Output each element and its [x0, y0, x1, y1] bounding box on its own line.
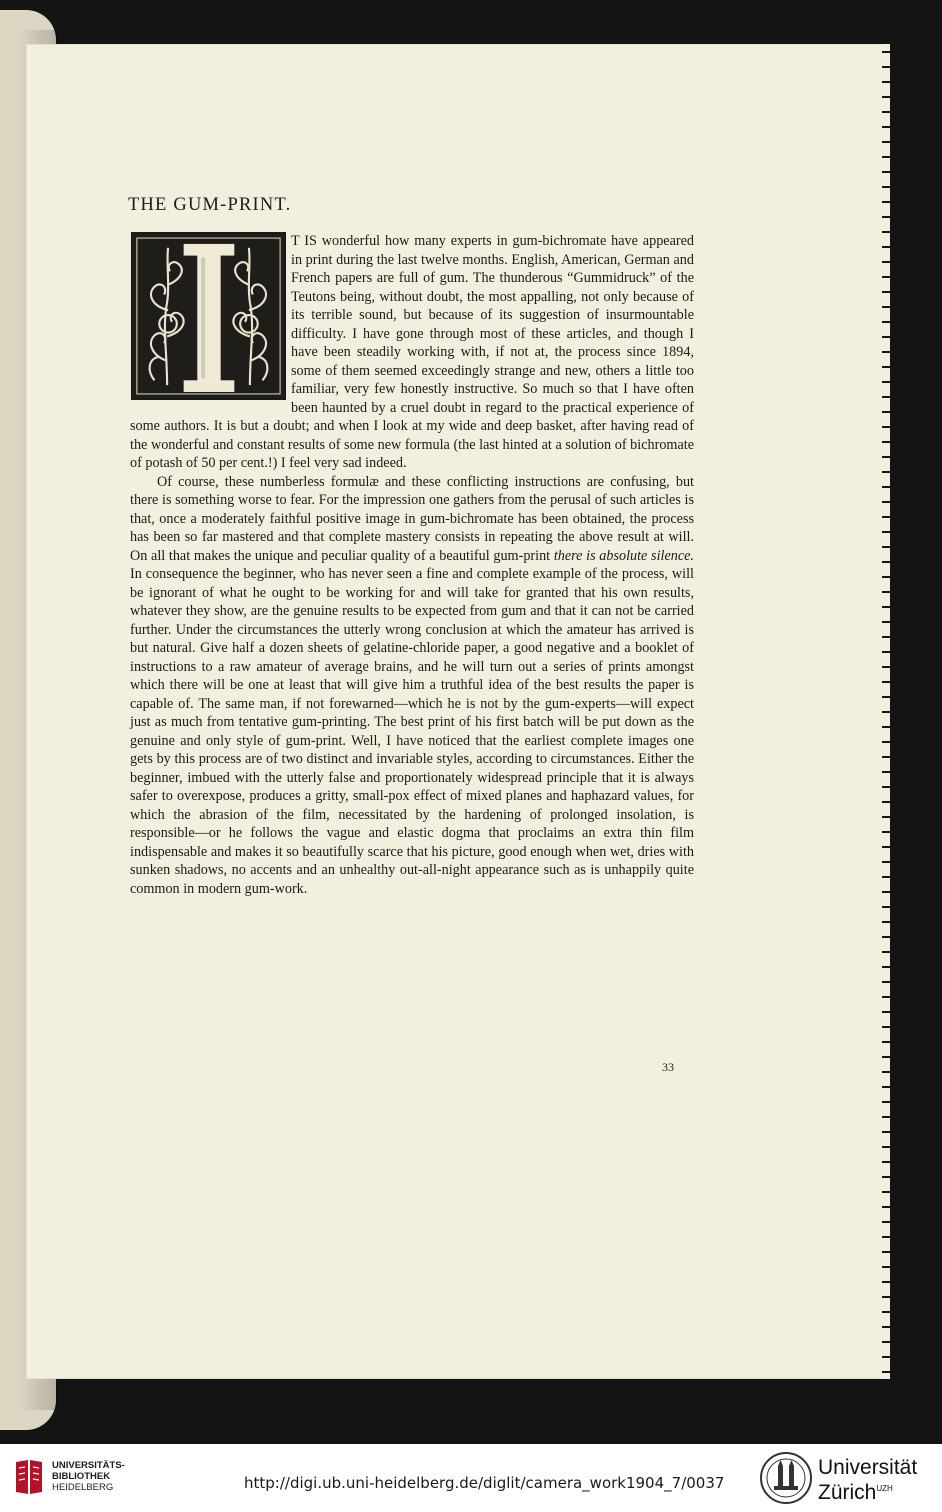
uzh-superscript: UZH — [876, 1484, 893, 1493]
paragraph-2-part-1: Of course, these numberless formulæ and these conflicting instructions are confusing, but there is something worse to fear. For the impression one gathers from the perusal of such articles is that, once a moderately faithful positive image in gum-bichromate has been obtained, the process has been so far mastered and that complete mastery consists in repeating the above result at will. On all that makes the unique and peculiar quality of a beautiful gum-print — [130, 473, 694, 564]
uzh-name-line-1: Universität — [818, 1456, 918, 1479]
library-line-2: BIBLIOTHEK — [52, 1471, 111, 1482]
uzh-name-line-2 — [818, 1478, 917, 1503]
emphasis-absolute-silence: there is absolute silence. — [553, 547, 694, 564]
viewer-footer — [0, 1444, 942, 1512]
source-url-link[interactable]: http://digi.ub.uni-heidelberg.de/diglit/camera_work1904_7/0037 — [244, 1474, 725, 1492]
uzh-seal-icon — [758, 1450, 814, 1506]
paragraph-2-part-2: In consequence the beginner, who has never seen a fine and complete example of the process, will be ignorant of what he ought to be working for and will take for granted that his own results, whatever they show, are the genuine results to be expected from gum and that it can not be carried further. Under the circumstances the utterly wrong conclusion at which the amateur has arrived is but natural. Give half a dozen sheets of gelatine-chloride paper, a good negative and a booklet of instructions to a raw amateur of average brains, and he will turn out a series of prints amongst which there will be one at least that will give him a truthful idea of the best results the paper is capable of. The same man, if not forewarned—which he is not by the gum-experts—will expect just as much from tentative gum-printing. The best print of his first batch will be put down as the genuine and only style of gum-print. Well, I have noticed that the earliest complete images one gets by this process are of two distinct and invariable styles, according to circumstances. Either the beginner, imbued with the utterly false and proportionately widespread principle that it is always safer to overexpose, produces a gritty, small-pox effect of mixed planes and haphazard values, for which the abrasion of the film, necessitated by the hardening of prolonged insolation, is responsible—or he follows the vague and elastic dogma that proclaims an extra thin film indispensable and makes it so beautifully scarce that his picture, good enough when wet, dries with sunken shadows, no accents and an unhealthy out-all-night appearance such as is unhappily quite common in modern gum-work. — [130, 566, 694, 897]
page-number: 33 — [662, 1060, 674, 1074]
library-line-3: HEIDELBERG — [52, 1482, 114, 1493]
library-name — [52, 1460, 125, 1493]
uzh-zurich: Zürich — [818, 1481, 877, 1504]
paragraph-1: T IS wonderful how many experts in gum-bichromate have appeared in print during the last twelve months. English, American, German and French papers are full of gum. The thunderous “Gummidruck” of the Teutons being, without doubt, the most appalling, not only because of its terrible sound, but because of its suggestion of insurmountable difficulty. I have gone through most of these articles, and though I have been steadily working with, if not at, the process since 1894, some of them seemed exceedingly strange and new, others a little too familiar, very few honestly instructive. So much so that I have often been haunted by a cruel doubt in regard to the practical experience of some authors. It is but a doubt; and when I look at my wide and deep basket, after having read of the wonderful and constant results of some new formula (the last hinted at a solution of bichromate of potash of 50 per cent.!) I feel very sad indeed. — [130, 233, 694, 471]
paragraph-2 — [130, 473, 694, 899]
library-line-1: UNIVERSITÄTS- — [52, 1460, 125, 1471]
uzh-name — [818, 1457, 917, 1503]
ub-heidelberg-logo-icon — [14, 1458, 44, 1496]
drop-cap-space — [130, 232, 291, 404]
article-title: THE GUM-PRINT. — [128, 195, 292, 215]
article-body — [130, 232, 694, 898]
